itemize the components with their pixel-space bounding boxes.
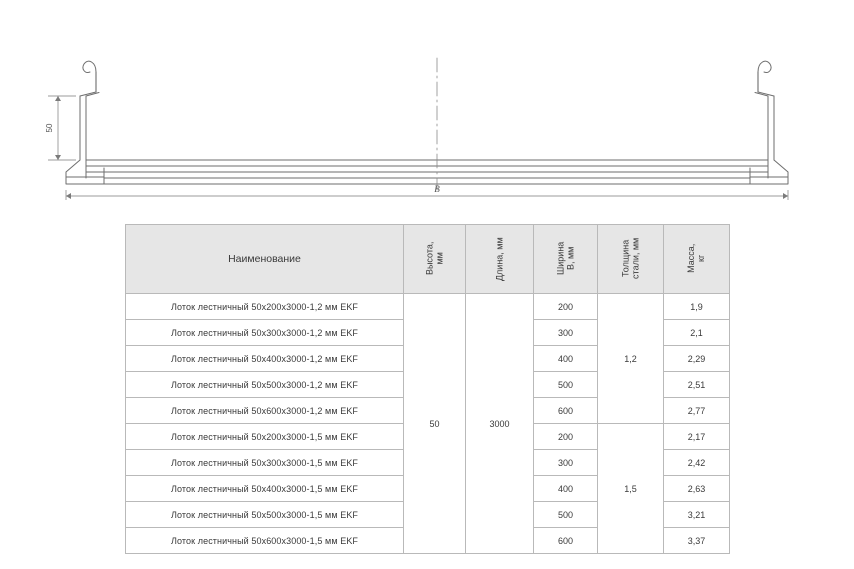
cell-width: 200 <box>534 424 598 450</box>
cell-width: 400 <box>534 476 598 502</box>
cell-name: Лоток лестничный 50x500x3000-1,2 мм EKF <box>126 372 404 398</box>
cell-name: Лоток лестничный 50x600x3000-1,2 мм EKF <box>126 398 404 424</box>
cell-height-merged: 50 <box>404 294 466 554</box>
cell-mass: 2,1 <box>664 320 730 346</box>
column-header-width <box>534 225 598 294</box>
column-header-name: Наименование <box>126 225 404 294</box>
cell-width: 200 <box>534 294 598 320</box>
cell-name: Лоток лестничный 50x600x3000-1,5 мм EKF <box>126 528 404 554</box>
dimension-width-label: B <box>434 184 440 194</box>
specification-table <box>125 224 730 554</box>
column-header-mass <box>664 225 730 294</box>
cell-width: 600 <box>534 528 598 554</box>
cell-width: 600 <box>534 398 598 424</box>
cell-mass: 3,21 <box>664 502 730 528</box>
header-length-line1: Длина, мм <box>494 236 505 281</box>
cell-width: 300 <box>534 320 598 346</box>
cell-width: 500 <box>534 502 598 528</box>
table-header-row <box>126 225 730 294</box>
cell-width: 300 <box>534 450 598 476</box>
header-width-line1: Ширина <box>555 242 566 276</box>
header-width-line2: В, мм <box>565 246 576 271</box>
cell-length-merged: 3000 <box>466 294 534 554</box>
cell-name: Лоток лестничный 50x400x3000-1,2 мм EKF <box>126 346 404 372</box>
table-head <box>126 225 730 294</box>
header-thickness-line1: Толщина <box>620 240 631 278</box>
cell-mass: 2,63 <box>664 476 730 502</box>
cell-width: 500 <box>534 372 598 398</box>
cell-mass: 3,37 <box>664 528 730 554</box>
header-height-line2: мм <box>434 252 445 265</box>
cell-mass: 2,77 <box>664 398 730 424</box>
cell-mass: 2,42 <box>664 450 730 476</box>
column-header-height <box>404 225 466 294</box>
technical-drawing <box>0 0 854 215</box>
cable-tray-cross-section-svg <box>0 0 854 215</box>
cell-width: 400 <box>534 346 598 372</box>
cell-thickness-group-2: 1,5 <box>598 424 664 554</box>
cell-name: Лоток лестничный 50x300x3000-1,5 мм EKF <box>126 450 404 476</box>
cell-mass: 2,29 <box>664 346 730 372</box>
cell-name: Лоток лестничный 50x300x3000-1,2 мм EKF <box>126 320 404 346</box>
table-body <box>126 294 730 554</box>
table-row <box>126 294 730 320</box>
dimension-height-label: 50 <box>45 123 54 133</box>
cell-name: Лоток лестничный 50x200x3000-1,2 мм EKF <box>126 294 404 320</box>
cell-name: Лоток лестничный 50x200x3000-1,5 мм EKF <box>126 424 404 450</box>
header-mass-line1: Масса, <box>686 244 697 274</box>
cell-name: Лоток лестничный 50x400x3000-1,5 мм EKF <box>126 476 404 502</box>
column-header-length <box>466 225 534 294</box>
header-height-line1: Высота, <box>424 241 435 276</box>
specification-table-container <box>125 224 729 554</box>
cell-mass: 1,9 <box>664 294 730 320</box>
cell-thickness-group-1: 1,2 <box>598 294 664 424</box>
header-mass-line2: кг <box>696 255 707 263</box>
cell-mass: 2,17 <box>664 424 730 450</box>
cell-name: Лоток лестничный 50x500x3000-1,5 мм EKF <box>126 502 404 528</box>
column-header-thickness <box>598 225 664 294</box>
header-thickness-line2: стали, мм <box>630 238 641 280</box>
cell-mass: 2,51 <box>664 372 730 398</box>
